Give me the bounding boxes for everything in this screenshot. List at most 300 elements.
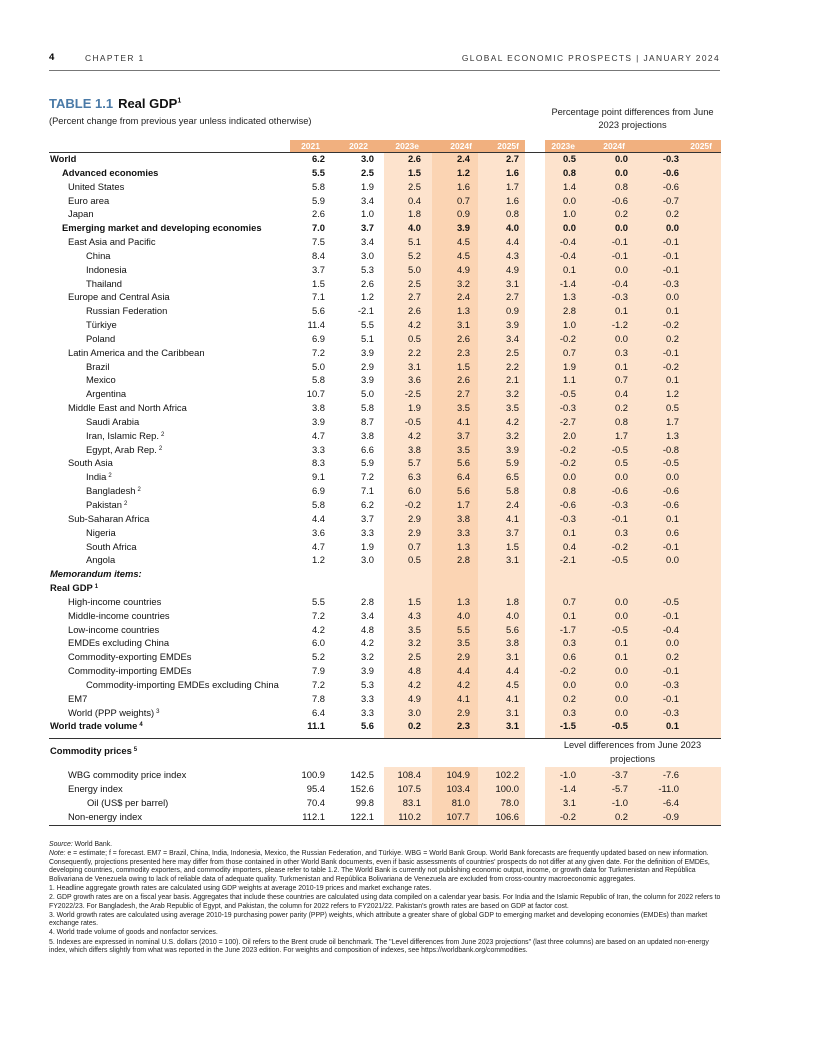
cell-value: 0.9	[505, 305, 519, 317]
footnote-2: 2. GDP growth rates are on a fiscal year basis. Aggregates that include these countries are calculated using data compiled on a calendar year basis. For India and the Islamic Republic of Iran, the column for 2022 refers to FY2022/23. For Bangladesh, the Arab Republic of Egypt, and Pakistan, the column for 2022 refers to FY2021/22. Pakistan's growth rates are based on GDP at factor cost.	[49, 894, 721, 910]
source-text: World Bank.	[74, 841, 113, 848]
pp-diff-heading: Percentage point differences from June 2023 projections	[551, 107, 714, 130]
cell-value: 3.7	[360, 222, 374, 234]
cell-value: -0.3	[662, 678, 679, 690]
cell-value: 0.7	[614, 374, 628, 386]
cell-value: 1.3	[456, 595, 470, 607]
cell-value: 1.3	[456, 540, 470, 552]
cell-value: 4.5	[456, 249, 470, 261]
table-row	[49, 540, 721, 554]
cell-value: -0.5	[404, 415, 421, 427]
cell-value: -0.6	[559, 499, 576, 510]
row-label	[68, 512, 149, 526]
cell-value: 100.0	[495, 783, 519, 795]
row-label-text: Iran, Islamic Rep.	[86, 429, 159, 441]
cell-value: -0.6	[611, 194, 628, 206]
cell-value: 0.0	[665, 222, 679, 234]
row-label-text: World (PPP weights)	[68, 706, 155, 718]
cell-value: -5.7	[611, 783, 628, 795]
cell-value: 6.4	[311, 706, 325, 718]
cell-value: 110.2	[398, 811, 421, 823]
row-label-text: South Africa	[86, 540, 137, 552]
cell-value: 3.4	[360, 236, 374, 248]
cell-value: 2.4	[456, 291, 470, 303]
cell-value: 4.4	[505, 236, 519, 248]
cell-value: 2.7	[505, 153, 519, 164]
cell-value: 1.6	[456, 180, 470, 192]
cell-value: -0.3	[611, 291, 628, 303]
cell-value: 2.8	[456, 554, 470, 566]
row-label	[86, 318, 117, 332]
cell-value: 7.5	[311, 236, 325, 248]
cell-value: -0.3	[559, 512, 576, 524]
cell-value: 0.8	[562, 485, 576, 497]
cell-value: 6.0	[311, 637, 325, 649]
cell-value: -0.1	[611, 236, 628, 248]
cell-value: 4.4	[456, 665, 470, 677]
cell-value: 5.3	[360, 263, 374, 275]
cell-value: 5.9	[505, 457, 519, 469]
cell-value: -0.4	[611, 277, 628, 289]
row-label	[68, 456, 113, 470]
cell-value: 3.3	[311, 443, 325, 455]
row-label	[86, 387, 126, 401]
cell-value: 3.4	[360, 194, 374, 206]
cell-value: 5.6	[505, 623, 519, 635]
cell-value: 5.8	[311, 180, 325, 192]
cell-value: 1.3	[562, 291, 576, 303]
table-row	[49, 346, 721, 360]
row-label	[68, 692, 87, 706]
cell-value: 5.6	[311, 305, 325, 317]
cell-value: 0.1	[665, 512, 679, 524]
cell-value: 0.0	[614, 678, 628, 690]
cell-value: 0.5	[665, 402, 679, 414]
cell-value: 2.9	[407, 512, 421, 524]
cell-value: 0.0	[614, 471, 628, 483]
cell-value: -0.1	[662, 346, 679, 358]
commodity-footnote-mark: 5	[133, 747, 138, 753]
row-label	[68, 235, 156, 249]
cell-value: 0.0	[562, 194, 576, 206]
cell-value: 1.9	[360, 180, 374, 192]
cell-value: -0.5	[611, 623, 628, 635]
running-header	[49, 52, 720, 66]
cell-value: 0.2	[407, 720, 421, 732]
cell-value: 1.6	[505, 194, 519, 206]
cell-value: -0.9	[662, 811, 679, 823]
cell-value: 5.0	[407, 263, 421, 275]
cell-value: 0.0	[614, 222, 628, 234]
cell-value: 3.7	[311, 263, 325, 275]
cell-value: -0.3	[662, 153, 679, 164]
cell-value: 3.3	[360, 526, 374, 538]
cell-value: 2.6	[407, 305, 421, 317]
cell-value: 3.9	[311, 415, 325, 427]
cell-value: 0.6	[665, 526, 679, 538]
col-header-2023e: 2023e	[395, 141, 419, 151]
table-subtitle: (Percent change from previous year unless indicated otherwise)	[49, 116, 312, 126]
cell-value: -0.2	[662, 319, 679, 331]
table-row	[49, 678, 721, 692]
cell-value: 4.2	[360, 637, 374, 649]
cell-value: 3.8	[505, 637, 519, 649]
footnote-mark: 2	[108, 473, 112, 480]
cell-value: 7.9	[311, 665, 325, 677]
cell-value: 3.1	[407, 360, 421, 372]
cell-value: 8.7	[360, 415, 374, 427]
cell-value: 3.7	[456, 429, 470, 441]
cell-value: 3.5	[456, 443, 470, 455]
row-label-text: Europe and Central Asia	[68, 291, 170, 303]
cell-value: -0.2	[662, 360, 679, 372]
cell-value: 2.8	[360, 595, 374, 607]
cell-value: -3.7	[611, 769, 628, 780]
cell-value: -1.4	[559, 277, 576, 289]
cell-value: 1.2	[665, 388, 679, 400]
cell-value: -0.5	[662, 457, 679, 469]
cell-value: 1.2	[360, 291, 374, 303]
cell-value: 7.2	[311, 678, 325, 690]
cell-value: 7.1	[311, 291, 325, 303]
cell-value: 0.7	[407, 540, 421, 552]
table-row	[49, 636, 721, 650]
cell-value: 6.3	[407, 471, 421, 483]
cell-value: 4.9	[505, 263, 519, 275]
cell-value: 1.7	[456, 499, 470, 510]
cell-value: 5.3	[360, 678, 374, 690]
cell-value: 3.1	[562, 797, 576, 809]
cell-value: 1.4	[562, 180, 576, 192]
table-row	[49, 180, 721, 194]
cell-value: 2.5	[407, 180, 421, 192]
cell-value: -7.6	[662, 769, 679, 780]
row-label	[86, 263, 127, 277]
cell-value: 0.0	[665, 554, 679, 566]
cell-value: 0.4	[407, 194, 421, 206]
row-label-text: Indonesia	[86, 263, 127, 275]
cell-value: 0.3	[562, 637, 576, 649]
cell-value: 0.0	[562, 222, 576, 234]
col-header-2025f: 2025f	[497, 141, 519, 151]
cell-value: 3.1	[505, 706, 519, 718]
cell-value: 0.0	[614, 166, 628, 178]
cell-value: 4.2	[407, 319, 421, 331]
cell-value: 6.5	[505, 471, 519, 483]
cell-value: -2.1	[357, 305, 374, 317]
cell-value: 1.7	[665, 415, 679, 427]
cell-value: -0.8	[662, 443, 679, 455]
row-label	[86, 360, 109, 374]
cell-value: 3.2	[456, 277, 470, 289]
cell-value: 0.7	[456, 194, 470, 206]
cell-value: 1.5	[311, 277, 325, 289]
cell-value: 2.6	[456, 332, 470, 344]
row-label	[68, 609, 170, 623]
cell-value: 1.9	[407, 402, 421, 414]
cell-value: 9.1	[311, 471, 325, 483]
cell-value: 3.1	[505, 720, 519, 732]
cell-value: 4.4	[311, 512, 325, 524]
cell-value: 1.3	[456, 305, 470, 317]
cell-value: -0.6	[611, 485, 628, 497]
table-row	[49, 456, 721, 470]
cell-value: 0.2	[665, 332, 679, 344]
cell-value: 0.3	[614, 346, 628, 358]
table-row	[49, 692, 721, 706]
cell-value: 4.1	[456, 415, 470, 427]
table-row	[49, 719, 721, 733]
col-header-diff-2024f: 2024f	[603, 141, 625, 151]
cell-value: -0.1	[662, 263, 679, 275]
cell-value: 2.7	[505, 291, 519, 303]
row-label-text: Japan	[68, 208, 94, 220]
row-label-text: Real GDP	[50, 582, 93, 594]
cell-value: -0.2	[559, 332, 576, 344]
table-label: TABLE 1.1	[49, 96, 114, 111]
row-label-text: Oil (US$ per barrel)	[87, 797, 169, 809]
cell-value: 2.5	[505, 346, 519, 358]
table-row	[49, 706, 721, 720]
cell-value: 3.1	[505, 554, 519, 566]
cell-value: 3.5	[407, 623, 421, 635]
cell-value: 2.6	[456, 374, 470, 386]
cell-value: 107.5	[397, 783, 421, 795]
cell-value: 0.9	[456, 208, 470, 220]
cell-value: 0.1	[665, 720, 679, 732]
row-label-text: Saudi Arabia	[86, 415, 140, 427]
cell-value: 2.7	[456, 388, 470, 400]
row-label-text: India	[86, 471, 107, 483]
row-label-text: Nigeria	[86, 526, 116, 538]
cell-value: 0.2	[614, 811, 628, 823]
row-label-text: East Asia and Pacific	[68, 236, 156, 248]
cell-value: 7.1	[360, 485, 374, 497]
cell-value: 5.6	[456, 485, 470, 497]
row-label-text: Non-energy index	[68, 811, 143, 823]
cell-value: 70.4	[306, 797, 325, 809]
row-label-text: Angola	[86, 554, 116, 566]
row-label-text: Commodity-exporting EMDEs	[68, 651, 192, 663]
cell-value: 3.2	[505, 429, 519, 441]
cell-value: 7.2	[311, 609, 325, 621]
row-label	[62, 221, 262, 235]
table-row	[49, 623, 721, 637]
cell-value: -0.6	[662, 166, 679, 178]
cell-value: 104.9	[446, 769, 470, 780]
table-row	[49, 290, 721, 304]
table-row	[49, 360, 721, 374]
row-label	[86, 304, 167, 318]
cell-value: 3.9	[505, 443, 519, 455]
row-label-text: World	[50, 153, 77, 164]
cell-value: 0.1	[614, 360, 628, 372]
table-row	[49, 470, 721, 484]
cell-value: 3.5	[456, 402, 470, 414]
footnote-1: 1. Headline aggregate growth rates are calculated using GDP weights at average 2010-19 prices and market exchange rates.	[49, 884, 432, 892]
cell-value: 1.6	[505, 166, 519, 178]
row-label-text: United States	[68, 180, 125, 192]
cell-value: -0.1	[662, 249, 679, 261]
cell-value: 3.8	[407, 443, 421, 455]
cell-value: 0.8	[505, 208, 519, 220]
row-label-text: Commodity-importing EMDEs	[68, 665, 192, 677]
cell-value: 4.2	[505, 415, 519, 427]
row-label	[86, 277, 122, 291]
cell-value: 0.0	[665, 637, 679, 649]
table-row	[49, 387, 721, 401]
cell-value: 106.6	[495, 811, 519, 823]
cell-value: 2.0	[562, 429, 576, 441]
table-row	[49, 650, 721, 664]
cell-value: 4.0	[505, 609, 519, 621]
cell-value: 0.1	[665, 305, 679, 317]
table-row	[49, 318, 721, 332]
cell-value: 4.1	[505, 692, 519, 704]
cell-value: -0.6	[662, 499, 679, 510]
cell-value: 2.5	[360, 166, 374, 178]
table-row	[49, 553, 721, 567]
cell-value: 4.4	[505, 665, 519, 677]
cell-value: 4.2	[407, 678, 421, 690]
cell-value: 1.5	[407, 166, 421, 178]
cell-value: 3.6	[311, 526, 325, 538]
cell-value: -0.5	[611, 554, 628, 566]
cell-value: 4.2	[456, 678, 470, 690]
cell-value: 3.8	[311, 402, 325, 414]
row-label	[68, 650, 191, 664]
cell-value: -0.1	[662, 609, 679, 621]
row-label-text: Memorandum items:	[50, 568, 142, 580]
row-label-text: Pakistan	[86, 499, 122, 510]
cell-value: 3.0	[360, 249, 374, 261]
footnote-mark: 4	[139, 722, 143, 729]
cell-value: 5.7	[407, 457, 421, 469]
row-label	[68, 595, 161, 609]
cell-value: 6.2	[311, 153, 325, 164]
col-header-2022: 2022	[349, 141, 368, 151]
cell-value: -1.4	[559, 783, 576, 795]
header-rule	[49, 70, 720, 71]
cell-value: 5.5	[456, 623, 470, 635]
table-row	[49, 207, 721, 221]
cell-value: 1.0	[562, 208, 576, 220]
row-label-text: EMDEs excluding China	[68, 637, 170, 649]
cell-value: 2.7	[407, 291, 421, 303]
cell-value: 152.6	[350, 783, 374, 795]
cell-value: 8.4	[311, 249, 325, 261]
cell-value: 2.5	[407, 651, 421, 663]
cell-value: 0.0	[562, 678, 576, 690]
cell-value: 3.0	[360, 554, 374, 566]
row-label-text: Latin America and the Caribbean	[68, 346, 205, 358]
cell-value: 1.3	[665, 429, 679, 441]
cell-value: 5.8	[311, 499, 325, 510]
cell-value: 102.2	[495, 769, 519, 780]
cell-value: 5.8	[505, 485, 519, 497]
cell-value: 6.9	[311, 485, 325, 497]
table-row	[49, 235, 721, 249]
cell-value: 0.0	[665, 291, 679, 303]
footnote-mark: 1	[94, 584, 99, 591]
cell-value: 4.5	[456, 236, 470, 248]
cell-value: 4.3	[407, 609, 421, 621]
cell-value: 6.4	[456, 471, 470, 483]
cell-value: 3.5	[456, 637, 470, 649]
cell-value: 6.6	[360, 443, 374, 455]
cell-value: 10.7	[306, 388, 325, 400]
cell-value: 2.6	[311, 208, 325, 220]
cell-value: 3.0	[360, 153, 374, 164]
table-row	[49, 796, 721, 810]
cell-value: 6.0	[407, 485, 421, 497]
row-label-text: High-income countries	[68, 595, 162, 607]
cell-value: 2.6	[360, 277, 374, 289]
table-row	[49, 221, 721, 235]
row-label	[86, 332, 115, 346]
cell-value: 4.3	[505, 249, 519, 261]
table-row	[49, 263, 721, 277]
cell-value: 3.4	[360, 609, 374, 621]
row-label-text: Brazil	[86, 360, 110, 372]
cell-value: 0.0	[614, 692, 628, 704]
cell-value: 0.8	[562, 166, 576, 178]
row-label-text: Middle-income countries	[68, 609, 170, 621]
cell-value: 78.0	[500, 797, 519, 809]
row-label	[86, 415, 139, 429]
cell-value: 4.2	[407, 429, 421, 441]
row-label-text: Middle East and North Africa	[68, 402, 187, 414]
table-row	[49, 810, 721, 824]
table-row	[49, 512, 721, 526]
cell-value: 7.0	[311, 222, 325, 234]
note-text: e = estimate; f = forecast. EM7 = Brazil, China, India, Indonesia, Mexico, the Russian Federation, and Türkiye. WBG = World Bank Group. World Bank forecasts are frequently updated based on new information. Consequently, projections presented here may differ from those contained in other World Bank documents, even if basic assessments of countries' prospects do not differ at any given date. For the definition of EMDEs, developing countries, commodity exporters, and commodity importers, please refer to table 1.2. The World Bank is currently not publishing economic output, income, or growth data for Turkmenistan and República Bolivariana de Venezuela owing to lack of reliable data of adequate quality. Turkmenistan and República Bolivariana de Venezuela are excluded from cross-country macroeconomic aggregates.	[49, 850, 710, 883]
table-row	[49, 567, 721, 581]
table-row	[49, 373, 721, 387]
row-label-text: Emerging market and developing economies	[62, 222, 262, 234]
page-number: 4	[49, 52, 55, 63]
cell-value: 2.2	[505, 360, 519, 372]
row-label-text: South Asia	[68, 457, 113, 469]
cell-value: 6.2	[360, 499, 374, 510]
cell-value: 1.5	[456, 360, 470, 372]
table-row	[49, 782, 721, 796]
table-row	[49, 595, 721, 609]
cell-value: 0.5	[562, 153, 576, 164]
cell-value: -6.4	[662, 797, 679, 809]
row-label-text: Mexico	[86, 374, 116, 386]
cell-value: 0.2	[614, 208, 628, 220]
cell-value: 0.7	[562, 346, 576, 358]
row-label-text: Low-income countries	[68, 623, 160, 635]
cell-value: 11.4	[307, 319, 325, 331]
cell-value: -1.5	[559, 720, 576, 732]
level-diff-heading: Level differences from June 2023 projections	[563, 740, 702, 764]
cell-value: 3.9	[456, 222, 470, 234]
cell-value: -11.0	[658, 783, 679, 795]
row-label	[68, 810, 142, 824]
row-label	[68, 180, 124, 194]
cell-value: 3.7	[360, 512, 374, 524]
cell-value: 1.2	[311, 554, 325, 566]
source-label: Source:	[49, 841, 73, 848]
cell-value: 0.0	[614, 332, 628, 344]
cell-value: 1.8	[505, 595, 519, 607]
cell-value: 112.1	[302, 811, 325, 823]
cell-value: 103.4	[446, 783, 470, 795]
cell-value: -0.4	[559, 249, 576, 261]
cell-value: 0.2	[562, 692, 576, 704]
